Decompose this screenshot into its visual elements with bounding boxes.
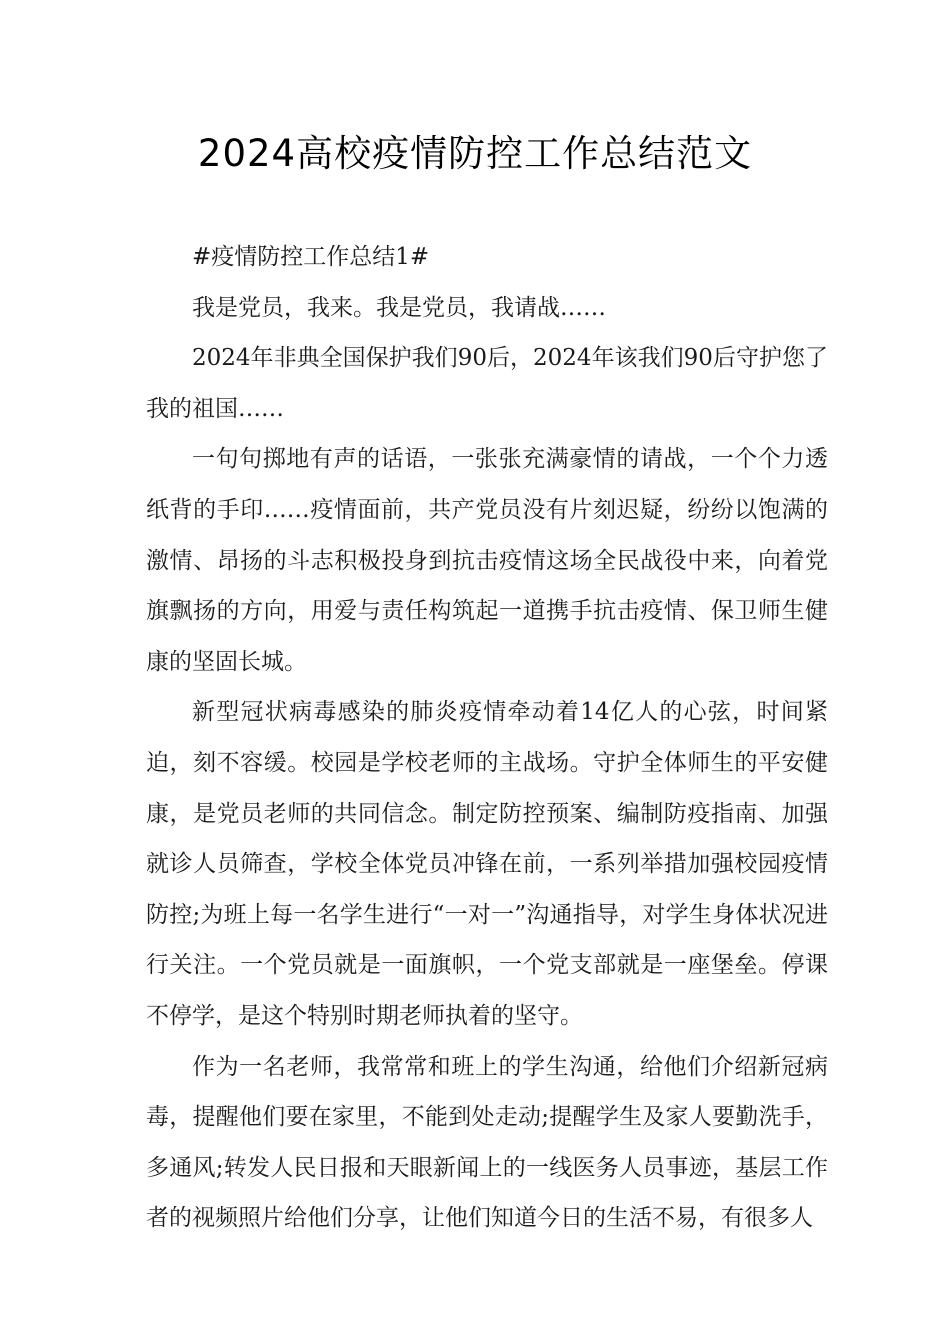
document-title: 2024高校疫情防控工作总结范文 [197, 132, 753, 175]
paragraph: 新型冠状病毒感染的肺炎疫情牵动着14亿人的心弦，时间紧迫，刻不容缓。校园是学校老师的主战场。守护全体师生的平安健康，是党员老师的共同信念。制定防控预案、编制防疫指南、加强就诊人员筛查，学校全体党员冲锋在前，一系列举措加强校园疫情防控;为班上每一名学生进行“一对一”沟通指导，对学生身体状况进行关注。一个党员就是一面旗帜，一个党支部就是一座堡垒。停课不停学，是这个特别时期老师执着的坚守。 [146, 699, 828, 1029]
paragraph: 作为一名老师，我常常和班上的学生沟通，给他们介绍新冠病毒，提醒他们要在家里，不能到处走动;提醒学生及家人要勤洗手，多通风;转发人民日报和天眼新闻上的一线医务人员事迹，基层工作者的视频照片给他们分享，让他们知道今日的生活不易，有很多人 [146, 1053, 828, 1232]
document-body [146, 232, 828, 1244]
paragraph: 我是党员，我来。我是党员，我请战…… [192, 294, 606, 321]
paragraph: 一句句掷地有声的话语，一张张充满豪情的请战，一个个力透纸背的手印……疫情面前，共产党员没有片刻迟疑，纷纷以饱满的激情、昂扬的斗志积极投身到抗击疫情这场全民战役中来，向着党旗飘扬的方向，用爱与责任构筑起一道携手抗击疫情、保卫师生健康的坚固长城。 [146, 446, 828, 675]
paragraph: 2024年非典全国保护我们90后，2024年该我们90后守护您了我的祖国…… [146, 345, 828, 422]
paragraph-heading: #疫情防控工作总结1# [192, 244, 430, 270]
